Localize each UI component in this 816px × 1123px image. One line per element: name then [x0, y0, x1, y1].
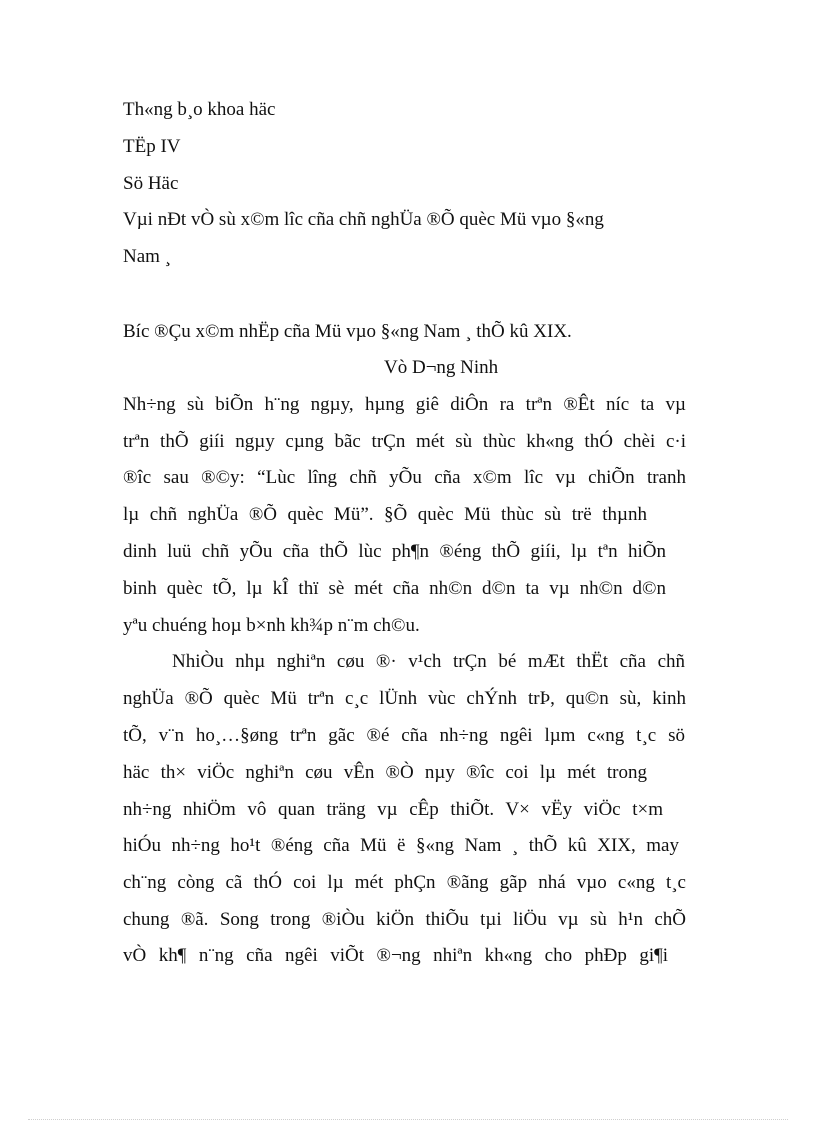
body-line: nghÜa ®Õ quèc Mü trªn c¸c lÜnh vùc chÝnh trÞ, qu©n sù, kinh: [123, 688, 686, 709]
page-bottom-rule: [28, 1119, 788, 1120]
body-line: Nh÷ng sù biÕn h¨ng ngµy, hµng giê diÔn ra trªn ®Êt níc ta vµ: [123, 394, 686, 415]
topic-heading-continued: Nam ¸: [123, 246, 172, 267]
body-line: tÕ, v¨n ho¸…§øng trªn gãc ®é cña nh÷ng ngêi lµm c«ng t¸c sö: [123, 725, 685, 746]
body-line: dinh luü chñ yÕu cña thÕ lùc ph¶n ®éng thÕ giíi, lµ tªn hiÕn: [123, 541, 666, 562]
article-author: Vò D¬ng Ninh: [384, 357, 499, 378]
body-line: vÒ kh¶ n¨ng cña ngêi viÕt ®¬ng nhiªn kh«ng cho phÐp gi¶i: [123, 945, 668, 966]
section-label: Sö Häc: [123, 173, 179, 194]
volume-label: TËp IV: [123, 136, 181, 157]
body-line: trªn thÕ giíi ngµy cµng bãc trÇn mét sù thùc kh«ng thÓ chèi c·i: [123, 431, 686, 452]
topic-heading: Vµi nÐt vÒ sù x©m lîc cña chñ nghÜa ®Õ quèc Mü vµo §«ng: [123, 209, 604, 230]
body-line: chung ®ã. Song trong ®iÒu kiÖn thiÕu tµi liÖu vµ sù h¹n chÕ: [123, 909, 686, 930]
body-line-indented: NhiÒu nhµ nghiªn cøu ®· v¹ch trÇn bé mÆt thËt cña chñ: [172, 651, 685, 672]
body-line: hiÓu nh÷ng ho¹t ®éng cña Mü ë §«ng Nam ¸ thÕ kû XIX, may: [123, 835, 679, 856]
article-title: Bíc ®Çu x©m nhËp cña Mü vµo §«ng Nam ¸ thÕ kû XIX.: [123, 321, 572, 342]
body-line: nh÷ng nhiÖm vô quan träng vµ cÊp thiÕt. V× vËy viÖc t×m: [123, 799, 663, 820]
bulletin-title: Th«ng b¸o khoa häc: [123, 99, 276, 120]
body-line: ch¨ng còng cã thÓ coi lµ mét phÇn ®ãng gãp nhá vµo c«ng t¸c: [123, 872, 686, 893]
body-line: binh quèc tÕ, lµ kÎ thï sè mét cña nh©n d©n ta vµ nh©n d©n: [123, 578, 666, 599]
body-line: häc th× viÖc nghiªn cøu vÊn ®Ò nµy ®îc coi lµ mét trong: [123, 762, 647, 783]
body-line: lµ chñ nghÜa ®Õ quèc Mü”. §Õ quèc Mü thùc sù trë thµnh: [123, 504, 647, 525]
body-line: ®îc sau ®©y: “Lùc lîng chñ yÕu cña x©m lîc vµ chiÕn tranh: [123, 467, 686, 488]
body-line: yªu chuéng hoµ b×nh kh¾p n¨m ch©u.: [123, 615, 420, 636]
